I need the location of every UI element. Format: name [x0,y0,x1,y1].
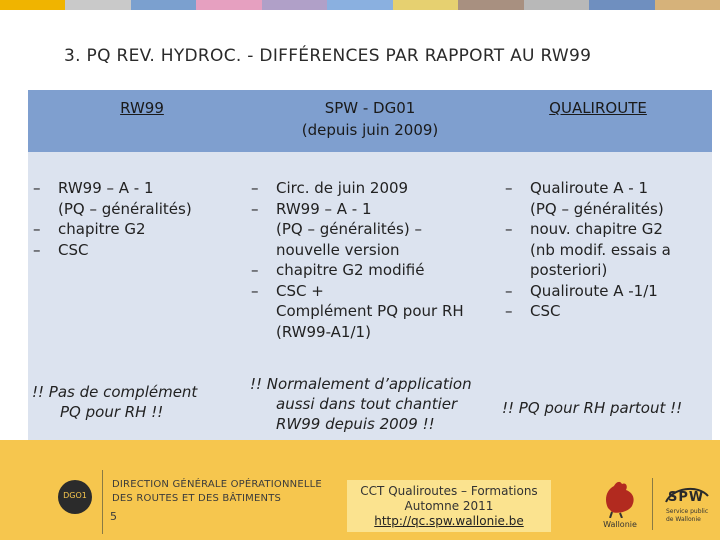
list-item: – RW99 – A - 1 (PQ – généralités) [28,178,242,219]
top-bar-segment [262,0,327,10]
top-bar-segment [524,0,589,10]
training-season: Automne 2011 [404,499,494,513]
top-color-bar [0,0,720,10]
slide-title: 3. PQ REV. HYDROC. - DIFFÉRENCES PAR RAPPORT AU RW99 [64,46,592,66]
top-bar-segment [327,0,392,10]
list-item: – CSC + Complément PQ pour RH (RW99-A1/1) [246,281,486,343]
list-item: – Circ. de juin 2009 [246,178,486,199]
list-item: – nouv. chapitre G2 (nb modif. essais a posteriori) [500,219,712,281]
spw-label: SPW [668,490,705,505]
top-bar-segment [196,0,261,10]
list-item: – CSC [500,301,712,322]
page-number: 5 [110,510,117,523]
header-qualiroute-label: QUALIROUTE [549,99,647,117]
header-rw99-label: RW99 [120,99,164,117]
dgo-logo: DGO1 [58,480,92,514]
list-item: – Qualiroute A - 1 (PQ – généralités) [500,178,712,219]
footer-divider [102,470,103,534]
list-item: – RW99 – A - 1 (PQ – généralités) – nouvelle version [246,199,486,261]
header-spw-line1: SPW - DG01 [324,99,416,117]
note-qualiroute: !! PQ pour RH partout !! [502,399,683,417]
comparison-table [28,90,712,450]
top-bar-segment [655,0,720,10]
top-bar-segment [589,0,654,10]
note-spw: !! Normalement d’application aussi dans tout chantier RW99 depuis 2009 !! [250,375,472,433]
wallonie-label: Wallonie [603,520,637,529]
top-bar-segment [393,0,458,10]
top-bar-segment [65,0,130,10]
top-bar-segment [131,0,196,10]
note-rw99: !! Pas de complément PQ pour RH !! [32,383,198,421]
column-qualiroute [500,178,712,322]
list-item: – CSC [28,240,242,261]
wallonie-rooster-icon [598,478,640,518]
top-bar-segment [458,0,523,10]
training-title: CCT Qualiroutes – Formations [360,484,538,498]
header-qualiroute [484,90,712,152]
dgo-title: DIRECTION GÉNÉRALE OPÉRATIONNELLE DES ROUTES ET DES BÂTIMENTS [112,479,322,504]
spw-subtitle: Service public de Wallonie [666,508,709,523]
top-bar-segment [0,0,65,10]
list-item: – chapitre G2 [28,219,242,240]
website-link[interactable]: http://qc.spw.wallonie.be [374,514,524,528]
list-item: – chapitre G2 modifié [246,260,486,281]
training-info-box [347,480,551,532]
column-spw [246,178,486,342]
header-spw-line2: (depuis juin 2009) [301,121,439,139]
list-item: – Qualiroute A -1/1 [500,281,712,302]
footer-divider-right [652,478,653,530]
column-rw99 [28,178,242,260]
table-header [28,90,712,152]
header-rw99 [28,90,256,152]
header-spw [256,90,484,152]
table-body [28,152,712,450]
